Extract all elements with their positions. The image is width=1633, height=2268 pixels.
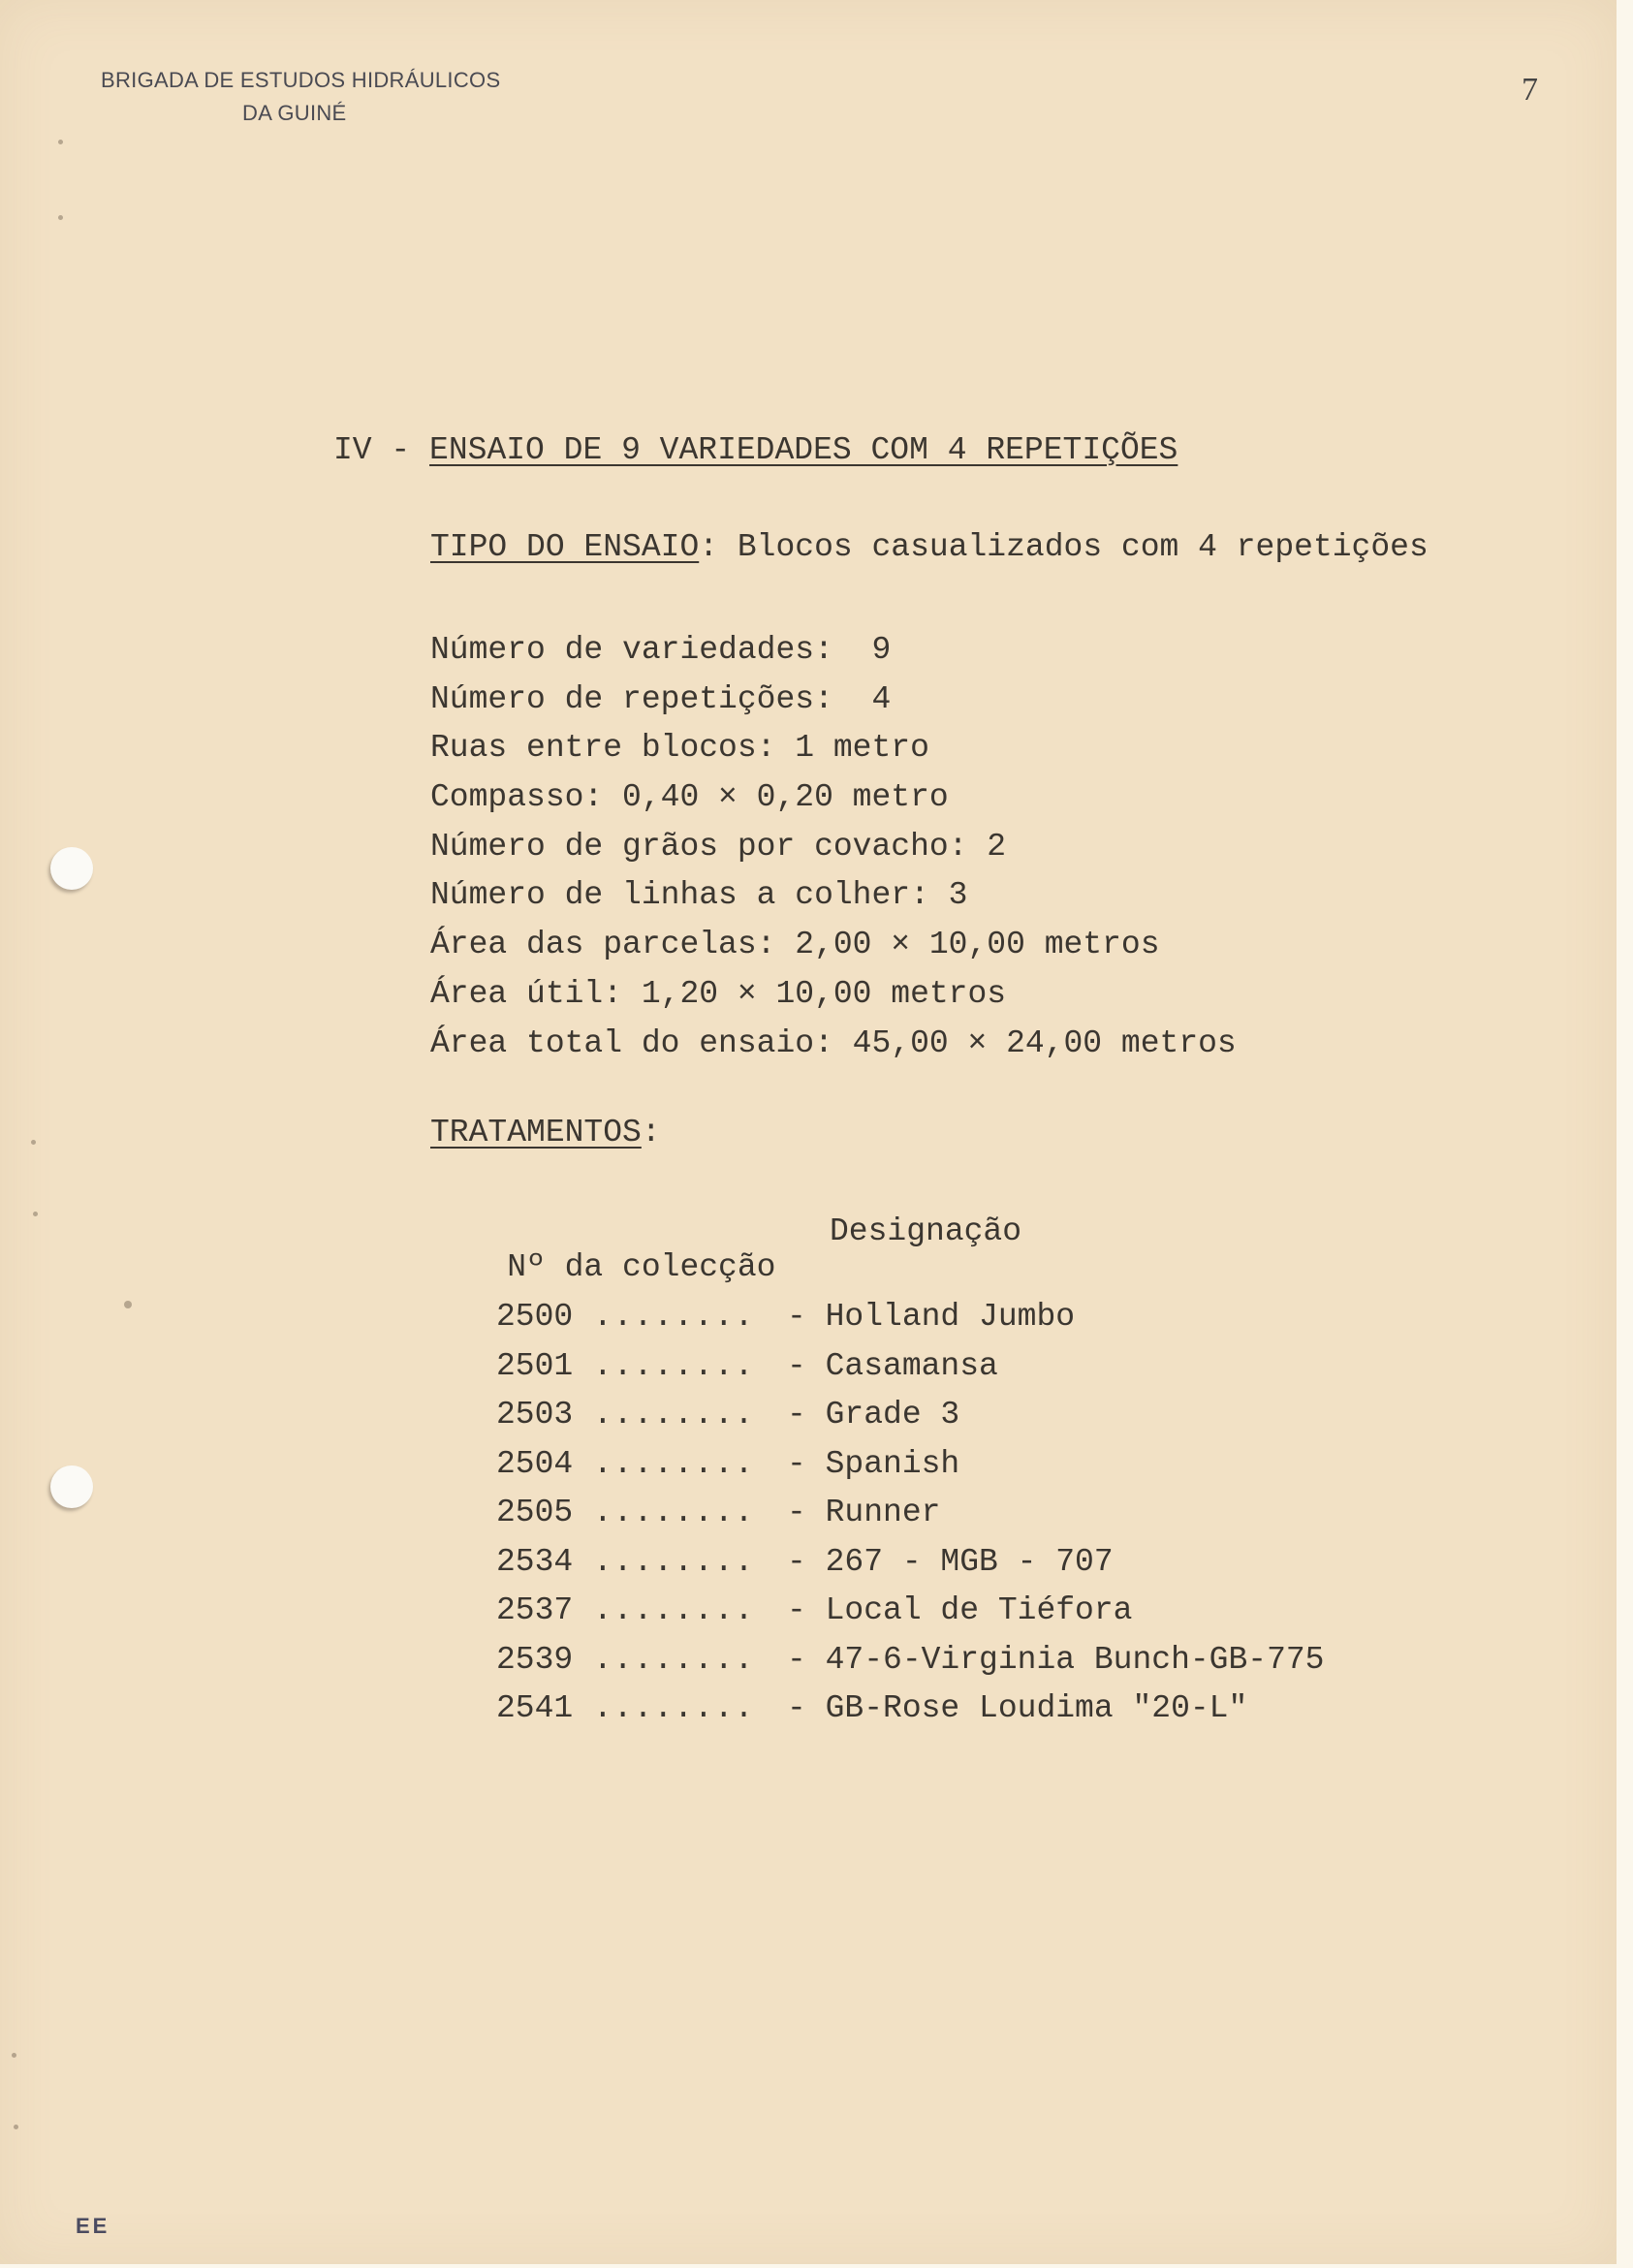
parameter-row: Número de grãos por covacho: 2	[430, 828, 1007, 865]
collection-number: 2534	[496, 1543, 574, 1580]
variety-designation: - 47-6-Virginia Bunch-GB-775	[787, 1641, 1325, 1678]
variety-designation: - GB-Rose Loudima "20-L"	[787, 1690, 1248, 1726]
list-item	[496, 1636, 1325, 1685]
collection-number: 2539	[496, 1641, 574, 1678]
dot-leader: ........	[593, 1445, 755, 1482]
paper-speck	[124, 1301, 132, 1308]
collection-number: 2500	[496, 1299, 574, 1335]
parameters-list	[430, 626, 1237, 1068]
collection-number: 2505	[496, 1495, 574, 1530]
section-prefix: IV -	[333, 432, 430, 468]
variety-designation: - Local de Tiéfora	[787, 1592, 1133, 1628]
list-item	[496, 1685, 1248, 1734]
list-item	[496, 1587, 1133, 1636]
dot-leader: ........	[593, 1397, 755, 1433]
paper-speck	[12, 2053, 16, 2058]
treatments-colon: :	[641, 1115, 661, 1150]
treatments-heading: TRATAMENTOS	[430, 1115, 642, 1150]
dot-leader: ........	[593, 1690, 755, 1726]
dot-leader: ........	[593, 1347, 755, 1384]
parameter-row: Área das parcelas: 2,00 × 10,00 metros	[430, 927, 1160, 963]
variety-designation: - Grade 3	[787, 1397, 960, 1433]
section-title	[333, 432, 1178, 468]
dot-leader: ........	[593, 1641, 755, 1678]
footer-mark: EE	[76, 2214, 110, 2238]
trial-type	[430, 529, 1429, 565]
list-item	[496, 1440, 960, 1490]
parameter-row: Área total do ensaio: 45,00 × 24,00 metros	[430, 1024, 1237, 1061]
letterhead-line-1: BRIGADA DE ESTUDOS HIDRÁULICOS	[101, 68, 501, 92]
parameter-row: Ruas entre blocos: 1 metro	[430, 730, 929, 767]
variety-designation: - Casamansa	[787, 1347, 998, 1384]
section-heading: ENSAIO DE 9 VARIEDADES COM 4 REPETIÇÕES	[429, 432, 1178, 468]
letterhead-line-2: DA GUINÉ	[242, 101, 347, 125]
dot-leader: ........	[593, 1592, 755, 1628]
variety-designation: - Holland Jumbo	[787, 1299, 1076, 1335]
paper-speck	[58, 215, 63, 220]
letterhead	[101, 64, 500, 130]
parameter-row: Número de linhas a colher: 3	[430, 877, 968, 914]
collection-number: 2504	[496, 1445, 574, 1482]
variety-designation: - Spanish	[787, 1445, 960, 1482]
parameter-row: Número de repetições: 4	[430, 680, 892, 717]
parameter-row: Número de variedades: 9	[430, 632, 892, 668]
dot-leader: ........	[593, 1543, 755, 1580]
paper-speck	[58, 140, 63, 144]
page-number: 7	[1522, 72, 1538, 108]
trial-type-value: : Blocos casualizados com 4 repetições	[699, 529, 1429, 565]
paper-speck	[31, 1140, 36, 1145]
list-item	[496, 1391, 960, 1440]
list-item	[496, 1293, 1076, 1342]
dot-leader: ........	[593, 1495, 755, 1530]
paper-speck	[33, 1212, 38, 1216]
variety-designation: - 267 - MGB - 707	[787, 1543, 1114, 1580]
treatments-list	[496, 1293, 1325, 1734]
collection-number: 2537	[496, 1592, 574, 1628]
collection-number: 2501	[496, 1347, 574, 1384]
list-item	[496, 1489, 941, 1538]
collection-number: 2541	[496, 1690, 574, 1726]
list-item	[496, 1538, 1114, 1588]
treatments-title	[430, 1115, 661, 1150]
column-designation: Designação	[830, 1213, 1022, 1249]
variety-designation: - Runner	[787, 1495, 941, 1530]
collection-number: 2503	[496, 1397, 574, 1433]
parameter-row: Área útil: 1,20 × 10,00 metros	[430, 975, 1007, 1012]
punch-hole	[50, 1465, 93, 1508]
punch-hole	[50, 847, 93, 890]
parameter-row: Compasso: 0,40 × 0,20 metro	[430, 779, 949, 816]
column-collection-number: Nº da colecção	[507, 1249, 776, 1285]
trial-type-label: TIPO DO ENSAIO	[430, 529, 700, 565]
list-item	[496, 1342, 998, 1392]
paper-speck	[14, 2125, 18, 2129]
dot-leader: ........	[593, 1299, 755, 1335]
